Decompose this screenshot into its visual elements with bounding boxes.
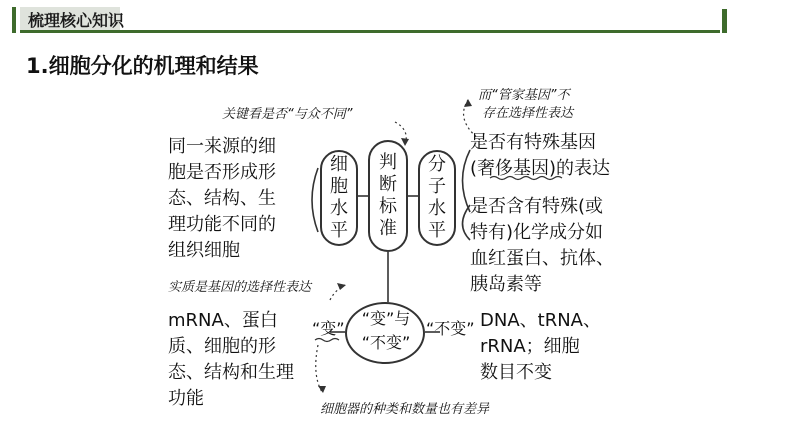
change-right-label: “不变” <box>426 319 475 338</box>
mol-text-line: 胰岛素等 <box>470 274 542 295</box>
mol-text-line: 特有)化学成分如 <box>470 222 604 243</box>
cell-level-label: 细胞水平 <box>330 154 348 241</box>
change-left-text <box>168 308 294 412</box>
note-top-left: 关键看是否“与众不同” <box>222 107 353 122</box>
change-left-line: mRNA、蛋白 <box>168 310 278 331</box>
criteria-label: 判断标准 <box>379 152 397 239</box>
mol-text-line: 是否有特殊基因 <box>470 132 596 153</box>
cell-text-line: 组织细胞 <box>168 240 240 261</box>
note-bottom: 细胞器的种类和数量也有差异 <box>320 402 490 417</box>
molecular-description-1 <box>470 130 610 182</box>
cell-level-description <box>168 134 276 264</box>
change-center-line: “变”与 <box>361 309 411 328</box>
cell-text-line: 同一来源的细 <box>168 136 276 157</box>
note-top-right-1: 而“管家基因”不 <box>478 88 570 103</box>
note-middle: 实质是基因的选择性表达 <box>168 280 312 295</box>
section-title: 1.细胞分化的机理和结果 <box>26 54 259 78</box>
note-top-right-2: 存在选择性表达 <box>482 106 574 121</box>
mol-text-line: 血红蛋白、抗体、 <box>470 248 614 269</box>
change-left-label: “变” <box>312 319 345 338</box>
change-left-line: 功能 <box>168 388 204 409</box>
mol-text-line: 是否含有特殊(或 <box>470 196 604 217</box>
molecular-level-label: 分子水平 <box>428 154 446 241</box>
change-right-line: DNA、tRNA、 <box>480 310 601 331</box>
change-left-line: 态、结构和生理 <box>168 362 294 383</box>
cell-text-line: 胞是否形成形 <box>168 162 276 183</box>
change-right-line: rRNA；细胞 <box>480 336 580 357</box>
change-right-line: 数目不变 <box>480 362 552 383</box>
change-left-line: 质、细胞的形 <box>168 336 276 357</box>
mol-text-line: (奢侈基因)的表达 <box>470 158 611 179</box>
cell-text-line: 态、结构、生 <box>168 188 276 209</box>
cell-text-line: 理功能不同的 <box>168 214 276 235</box>
change-center-label <box>356 307 416 355</box>
change-center-line: “不变” <box>361 333 411 352</box>
header-title: 梳理核心知识 <box>28 11 125 30</box>
change-right-text <box>480 308 601 386</box>
molecular-description-2 <box>470 194 614 298</box>
